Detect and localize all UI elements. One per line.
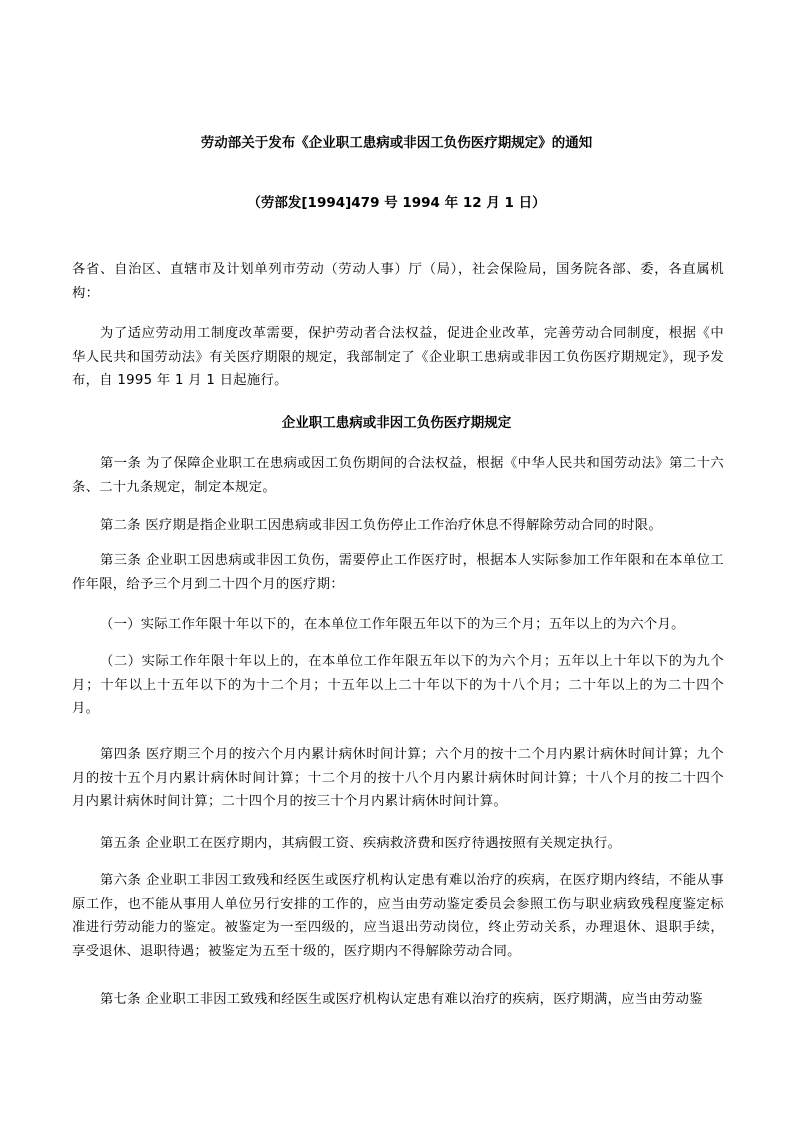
article-3-item-1: （一）实际工作年限十年以下的，在本单位工作年限五年以下的为三个月；五年以上的为六个月。 xyxy=(100,617,685,632)
intro-paragraph: 为了适应劳动用工制度改革需要，保护劳动者合法权益，促进企业改革，完善劳动合同制度，根据《中华人民共和国劳动法》有关医疗期限的规定，我部制定了《企业职工患病或非因工负伤医疗期规定》，现予发布，自 1995 年 1 月 1 日起施行。 xyxy=(72,326,724,388)
article-5: 第五条 企业职工在医疗期内，其病假工资、疾病救济费和医疗待遇按照有关规定执行。 xyxy=(100,836,622,851)
article-2: 第二条 医疗期是指企业职工因患病或非因工负伤停止工作治疗休息不得解除劳动合同的时限。 xyxy=(100,518,662,533)
document-title: 劳动部关于发布《企业职工患病或非因工负伤医疗期规定》的通知 xyxy=(200,135,593,151)
article-1: 第一条 为了保障企业职工在患病或因工负伤期间的合法权益，根据《中华人民共和国劳动法》第二十六条、二十九条规定，制定本规定。 xyxy=(72,456,724,495)
article-7: 第七条 企业职工非因工致残和经医生或医疗机构认定患有难以治疗的疾病，医疗期满，应当由劳动鉴 xyxy=(100,992,703,1007)
article-4: 第四条 医疗期三个月的按六个月内累计病休时间计算；六个月的按十二个月内累计病休时间计算；九个月的按十五个月内累计病休时间计算；十二个月的按十八个月内累计病休时间计算；十八个月的按二十四个月内累计病休时间计算；二十四个月的按三十个月内累计病休时间计算。 xyxy=(72,747,724,809)
article-6: 第六条 企业职工非因工致残和经医生或医疗机构认定患有难以治疗的疾病，在医疗期内终结，不能从事原工作，也不能从事用人单位另行安排的工作的，应当由劳动鉴定委员会参照工伤与职业病致残程度鉴定标准进行劳动能力的鉴定。被鉴定为一至四级的，应当退出劳动岗位，终止劳动关系，办理退休、退职手续，享受退休、退职待遇；被鉴定为五至十级的，医疗期内不得解除劳动合同。 xyxy=(72,873,724,959)
salutation-paragraph: 各省、自治区、直辖市及计划单列市劳动（劳动人事）厅（局），社会保险局，国务院各部、委，各直属机构： xyxy=(72,262,724,301)
section-heading: 企业职工患病或非因工负伤医疗期规定 xyxy=(281,415,512,431)
article-3: 第三条 企业职工因患病或非因工负伤，需要停止工作医疗时，根据本人实际参加工作年限和在本单位工作年限，给予三个月到二十四个月的医疗期： xyxy=(72,553,724,592)
article-3-item-2: （二）实际工作年限十年以上的，在本单位工作年限五年以下的为六个月；五年以上十年以下的为九个月；十年以上十五年以下的为十二个月；十五年以上二十年以下的为十八个月；二十年以上的为二十四个月。 xyxy=(72,654,724,716)
document-subtitle: （劳部发[1994]479 号 1994 年 12 月 1 日） xyxy=(247,195,546,211)
